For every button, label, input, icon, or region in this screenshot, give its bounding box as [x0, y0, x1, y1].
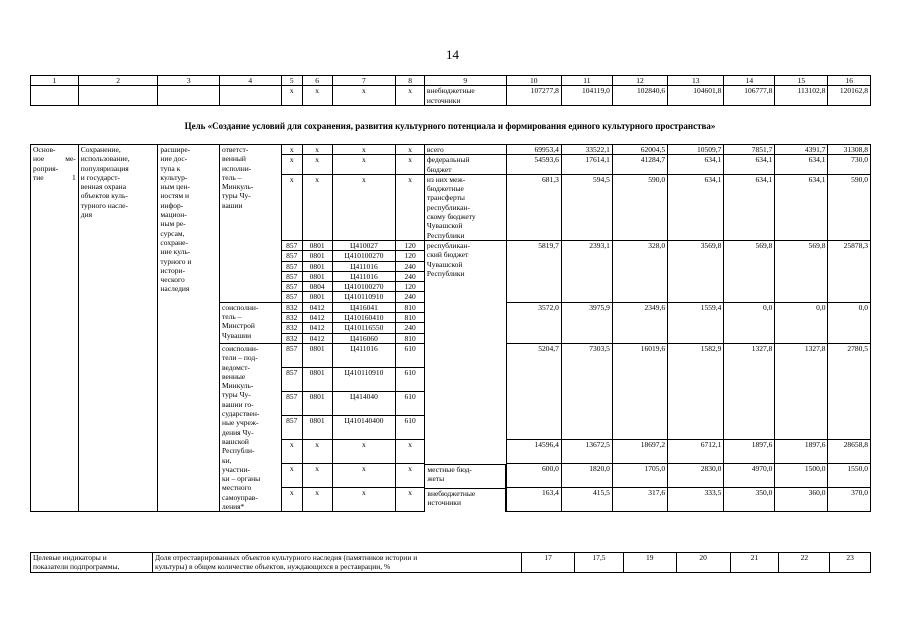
text-line: ным цен-: [160, 182, 190, 192]
text-line: Республи-: [222, 446, 255, 456]
code-cell: Ц410110910: [332, 292, 396, 302]
indicator-value-cell: 17,5: [575, 553, 624, 573]
text-line: местные бюд-: [427, 464, 472, 474]
code-cell: 810: [396, 333, 425, 343]
text-line: истори-: [160, 265, 185, 275]
value-cell: 14596,4: [506, 440, 561, 464]
code-cell: Ц410160410: [332, 313, 396, 323]
indicators-label-cell: [31, 553, 153, 573]
code-cell: 832: [281, 313, 302, 323]
value-cell: 5204,7: [506, 343, 561, 439]
text-line: соисполни-: [222, 343, 259, 353]
code-cell: х: [332, 440, 396, 464]
empty-cell: [220, 86, 282, 106]
value-cell: 7303,5: [561, 343, 612, 439]
value-cell: 317,6: [612, 488, 667, 512]
value-cell: 0,0: [828, 302, 871, 343]
text-line: Основ-: [33, 145, 56, 154]
value-cell: 1327,8: [724, 343, 775, 439]
value-cell: 3975,9: [561, 302, 612, 343]
value-cell: 415,5: [561, 488, 612, 512]
empty-cell: [78, 86, 158, 106]
task-cell: [158, 145, 220, 512]
table-row: [31, 553, 871, 573]
code-cell: 832: [281, 333, 302, 343]
text-line: туры Чу-: [222, 191, 251, 201]
col-number: 10: [506, 76, 561, 86]
col-number: 16: [828, 76, 871, 86]
value-cell: 590,0: [828, 174, 871, 240]
text-line: объектов куль-: [80, 191, 128, 201]
code-cell: 0801: [302, 271, 332, 281]
value-cell: 370,0: [828, 488, 871, 512]
text-line: республикан-: [426, 240, 470, 250]
executor-cell: [220, 343, 282, 511]
code-cell: 857: [281, 416, 302, 440]
text-line: ский бюджет: [426, 250, 469, 260]
value-cell: 163,4: [506, 488, 561, 512]
value-cell: 2780,5: [828, 343, 871, 439]
value-cell: 102840,6: [612, 86, 667, 106]
value-cell: 33522,1: [561, 145, 612, 155]
text-line: Республики: [426, 230, 465, 240]
code-cell: 857: [281, 282, 302, 292]
code-cell: 120: [396, 251, 425, 261]
col-number: 12: [612, 76, 667, 86]
value-cell: 106777,8: [724, 86, 775, 106]
value-cell: 0,0: [724, 302, 775, 343]
col-number: 1: [31, 76, 79, 86]
value-cell: 594,5: [561, 174, 612, 240]
value-cell: 350,0: [724, 488, 775, 512]
measure-name-cell: [78, 145, 158, 512]
code-cell: х: [332, 145, 396, 155]
value-cell: 569,8: [724, 240, 775, 302]
col-number: 13: [668, 76, 724, 86]
text-line: Доля отреставрированных объектов культурного наследия (памятников истории и: [155, 553, 418, 562]
code-cell: 610: [396, 392, 425, 416]
text-line: местного: [222, 483, 252, 493]
source-cell: [424, 145, 506, 155]
col-number: 4: [220, 76, 282, 86]
text-line: ческого: [160, 275, 185, 285]
text-line: вашской: [222, 436, 249, 446]
code-cell: 240: [396, 292, 425, 302]
code-cell: х: [302, 145, 332, 155]
indicator-value-cell: 23: [830, 553, 871, 573]
text-line: Минстрой: [222, 321, 255, 331]
text-line: венная охрана: [80, 182, 127, 192]
code-cell: 0412: [302, 302, 332, 312]
value-cell: 62004,5: [612, 145, 667, 155]
value-cell: 569,8: [775, 240, 828, 302]
value-cell: 1897,6: [775, 440, 828, 464]
executor-cell: [220, 145, 282, 303]
text-line: федеральный: [426, 155, 470, 165]
value-cell: 6712,1: [668, 440, 724, 464]
text-line: Чувашии: [222, 330, 252, 340]
column-number-row: [31, 76, 871, 86]
text-line: всего: [426, 145, 444, 154]
text-line: ное ме-: [33, 154, 76, 164]
text-line: скому бюджету: [426, 212, 476, 222]
code-cell: Ц410100270: [332, 282, 396, 292]
value-cell: 1897,6: [724, 440, 775, 464]
code-cell: х: [332, 86, 396, 106]
code-cell: Ц410110910: [332, 367, 396, 391]
text-line: туры Чу-: [222, 390, 251, 400]
value-cell: 120162,8: [828, 86, 871, 106]
value-cell: 1820,0: [561, 464, 612, 488]
col-number: 2: [78, 76, 158, 86]
text-line: турного и: [160, 256, 192, 266]
source-cell: [424, 155, 506, 175]
code-cell: х: [396, 440, 425, 464]
text-line: ки,: [222, 455, 232, 465]
text-line: тели – под-: [222, 353, 258, 363]
code-cell: 240: [396, 271, 425, 281]
code-cell: х: [281, 488, 302, 512]
value-cell: 3569,8: [668, 240, 724, 302]
text-line: источники: [427, 498, 461, 508]
code-cell: х: [396, 86, 425, 106]
goal-heading: Цель «Создание условий для сохранения, развития культурного потенциала и формирования единого культурного пространства»: [184, 121, 716, 131]
value-cell: 69953,4: [506, 145, 561, 155]
code-cell: х: [332, 488, 396, 512]
value-cell: 1582,9: [668, 343, 724, 439]
code-cell: 0801: [302, 392, 332, 416]
value-cell: 113102,8: [775, 86, 828, 106]
text-line: сударствен-: [222, 409, 260, 419]
code-cell: х: [396, 155, 425, 175]
code-cell: Ц411016: [332, 343, 396, 367]
code-cell: х: [302, 464, 332, 488]
text-line: венные: [222, 371, 246, 381]
value-cell: 4970,0: [724, 464, 775, 488]
code-cell: Ц416041: [332, 302, 396, 312]
value-cell: 54593,6: [506, 155, 561, 175]
text-line: ления*: [222, 501, 245, 511]
text-line: Минкуль-: [222, 182, 254, 192]
code-cell: Ц414040: [332, 392, 396, 416]
value-cell: 2393,1: [561, 240, 612, 302]
code-cell: 0412: [302, 333, 332, 343]
code-cell: 857: [281, 343, 302, 367]
text-line: источники: [426, 95, 461, 105]
code-cell: х: [396, 464, 425, 488]
indicator-text-cell: [153, 553, 522, 573]
col-number: 3: [158, 76, 220, 86]
code-cell: 240: [396, 261, 425, 271]
value-cell: 1559,4: [668, 302, 724, 343]
executor-cell: [220, 302, 282, 343]
value-cell: 2830,0: [668, 464, 724, 488]
value-cell: 634,1: [724, 155, 775, 175]
text-line: наследия: [160, 284, 190, 294]
value-cell: 0,0: [775, 302, 828, 343]
code-cell: 0801: [302, 261, 332, 271]
value-cell: 634,1: [668, 155, 724, 175]
code-cell: Ц410116550: [332, 323, 396, 333]
text-line: жеты: [427, 473, 445, 483]
text-line: дия: [80, 210, 93, 220]
text-line: ки – органы: [222, 474, 261, 484]
text-line: культур-: [160, 172, 188, 182]
text-line: дения Чу-: [222, 427, 254, 437]
code-cell: х: [281, 174, 302, 240]
value-cell: 2349,6: [612, 302, 667, 343]
code-cell: х: [281, 145, 302, 155]
col-number: 11: [561, 76, 612, 86]
value-cell: 5819,7: [506, 240, 561, 302]
code-cell: х: [396, 488, 425, 512]
value-cell: 13672,5: [561, 440, 612, 464]
code-cell: 0801: [302, 367, 332, 391]
text-line: тупа к: [160, 163, 181, 173]
value-cell: 104601,8: [668, 86, 724, 106]
indicator-value-cell: 20: [676, 553, 730, 573]
code-cell: Ц410027: [332, 240, 396, 250]
value-cell: 333,5: [668, 488, 724, 512]
value-cell: 634,1: [775, 155, 828, 175]
text-line: популяризация: [80, 163, 129, 173]
code-cell: х: [281, 464, 302, 488]
code-cell: х: [332, 174, 396, 240]
code-cell: Ц410140400: [332, 416, 396, 440]
text-line: Сохранение,: [80, 145, 121, 154]
value-cell: 7851,7: [724, 145, 775, 155]
code-cell: 857: [281, 271, 302, 281]
text-line: сохране-: [160, 237, 188, 247]
value-cell: 4391,7: [775, 145, 828, 155]
source-cell: [424, 86, 506, 106]
table-row: [31, 145, 871, 155]
text-line: бюджетные: [426, 184, 464, 194]
code-cell: 857: [281, 261, 302, 271]
text-line: вашии: [222, 200, 243, 210]
text-line: Чувашской: [426, 221, 463, 231]
indicator-value-cell: 19: [623, 553, 676, 573]
value-cell: 16019,6: [612, 343, 667, 439]
text-line: инфор-: [160, 200, 184, 210]
text-line: ние дос-: [160, 154, 188, 164]
value-cell: 3572,0: [506, 302, 561, 343]
code-cell: х: [302, 488, 332, 512]
code-cell: 857: [281, 392, 302, 416]
code-cell: 0801: [302, 343, 332, 367]
text-line: тие 1: [33, 172, 76, 182]
code-cell: х: [302, 155, 332, 175]
code-cell: 857: [281, 251, 302, 261]
col-number: 14: [724, 76, 775, 86]
code-cell: 832: [281, 302, 302, 312]
text-line: самоуправ-: [222, 492, 258, 502]
code-cell: 0412: [302, 313, 332, 323]
source-cell: [424, 174, 506, 240]
text-line: показатели подпрограммы,: [33, 562, 120, 572]
indicator-value-cell: 21: [730, 553, 779, 573]
text-line: исполни-: [222, 163, 252, 173]
value-cell: 25878,3: [828, 240, 871, 302]
text-line: турного насле-: [80, 200, 128, 210]
text-line: Республики: [426, 268, 465, 278]
code-cell: х: [302, 440, 332, 464]
value-cell: 28658,8: [828, 440, 871, 464]
text-line: ные учреж-: [222, 418, 259, 428]
code-cell: 857: [281, 240, 302, 250]
text-line: ностям и: [160, 191, 189, 201]
value-cell: 634,1: [724, 174, 775, 240]
code-cell: х: [281, 86, 302, 106]
source-label: [424, 464, 506, 488]
code-cell: 0412: [302, 323, 332, 333]
text-line: мацион-: [160, 210, 187, 220]
empty-cell: [158, 86, 220, 106]
code-cell: 857: [281, 367, 302, 391]
code-cell: 240: [396, 323, 425, 333]
text-line: сурсам,: [160, 228, 185, 238]
table-row: [31, 86, 871, 106]
code-cell: Ц410100270: [332, 251, 396, 261]
text-line: трансферты: [426, 193, 465, 203]
text-line: республикан-: [426, 202, 470, 212]
text-line: ным ре-: [160, 219, 186, 229]
text-line: расшире-: [160, 145, 191, 154]
value-cell: 730,0: [828, 155, 871, 175]
value-cell: 600,0: [506, 464, 561, 488]
col-number: 7: [332, 76, 396, 86]
code-cell: х: [281, 155, 302, 175]
text-line: ответст-: [222, 145, 249, 154]
text-line: тель –: [222, 172, 242, 182]
code-cell: 810: [396, 302, 425, 312]
text-line: ние куль-: [160, 247, 191, 257]
text-line: участни-: [222, 464, 250, 474]
code-cell: Ц416060: [332, 333, 396, 343]
value-cell: 1500,0: [775, 464, 828, 488]
main-table: [30, 144, 871, 512]
code-cell: Ц411016: [332, 271, 396, 281]
code-cell: х: [332, 464, 396, 488]
value-cell: 590,0: [612, 174, 667, 240]
code-cell: 0801: [302, 292, 332, 302]
value-cell: 31308,8: [828, 145, 871, 155]
text-line: вашии го-: [222, 399, 254, 409]
code-cell: 610: [396, 416, 425, 440]
code-cell: 120: [396, 282, 425, 292]
source-label: [424, 488, 506, 512]
code-cell: х: [332, 155, 396, 175]
text-line: тель –: [222, 312, 242, 322]
value-cell: 10509,7: [668, 145, 724, 155]
value-cell: 1705,0: [612, 464, 667, 488]
code-cell: 610: [396, 343, 425, 367]
indicator-value-cell: 22: [779, 553, 830, 573]
code-cell: х: [302, 86, 332, 106]
code-cell: 120: [396, 240, 425, 250]
indicators-table: [30, 552, 871, 573]
code-cell: 0801: [302, 240, 332, 250]
value-cell: 634,1: [775, 174, 828, 240]
value-cell: 104119,0: [561, 86, 612, 106]
code-cell: 0801: [302, 416, 332, 440]
col-number: 15: [775, 76, 828, 86]
text-line: внебюджетные: [427, 488, 476, 498]
text-line: из них меж-: [426, 174, 466, 184]
value-cell: 360,0: [775, 488, 828, 512]
code-cell: х: [396, 174, 425, 240]
code-cell: 857: [281, 292, 302, 302]
code-cell: 810: [396, 313, 425, 323]
text-line: культуры) в общем количестве объектов, нуждающихся в реставрации, %: [155, 562, 391, 572]
page-number: 14: [446, 47, 459, 62]
empty-cell: [31, 86, 79, 106]
top-table: [30, 75, 871, 106]
text-line: бюджет: [426, 164, 452, 174]
text-line: Чувашской: [426, 259, 463, 269]
value-cell: 1327,8: [775, 343, 828, 439]
value-cell: 41284,7: [612, 155, 667, 175]
code-cell: х: [396, 145, 425, 155]
value-cell: 17614,1: [561, 155, 612, 175]
value-cell: 634,1: [668, 174, 724, 240]
value-cell: 681,3: [506, 174, 561, 240]
code-cell: 610: [396, 367, 425, 391]
text-line: Минкуль-: [222, 381, 254, 391]
measure-number-cell: [31, 145, 79, 512]
col-number: 6: [302, 76, 332, 86]
code-cell: х: [302, 174, 332, 240]
col-number: 8: [396, 76, 425, 86]
code-cell: Ц411016: [332, 261, 396, 271]
text-line: ведомст-: [222, 362, 251, 372]
text-line: Целевые индикаторы и: [33, 553, 107, 562]
indicator-value-cell: 17: [522, 553, 575, 573]
text-line: внебюджетные: [426, 86, 475, 96]
value-cell: 328,0: [612, 240, 667, 302]
text-line: венный: [222, 154, 246, 164]
value-cell: 107277,8: [506, 86, 561, 106]
code-cell: 0804: [302, 282, 332, 292]
code-cell: х: [281, 440, 302, 464]
value-cell: 18697,2: [612, 440, 667, 464]
text-line: и государст-: [80, 172, 121, 182]
value-cell: 1550,0: [828, 464, 871, 488]
code-cell: 0801: [302, 251, 332, 261]
code-cell: 832: [281, 323, 302, 333]
col-number: 5: [281, 76, 302, 86]
text-line: соисполни-: [222, 302, 259, 312]
text-line: использование,: [80, 154, 130, 164]
text-line: роприя-: [33, 163, 59, 173]
col-number: 9: [424, 76, 506, 86]
